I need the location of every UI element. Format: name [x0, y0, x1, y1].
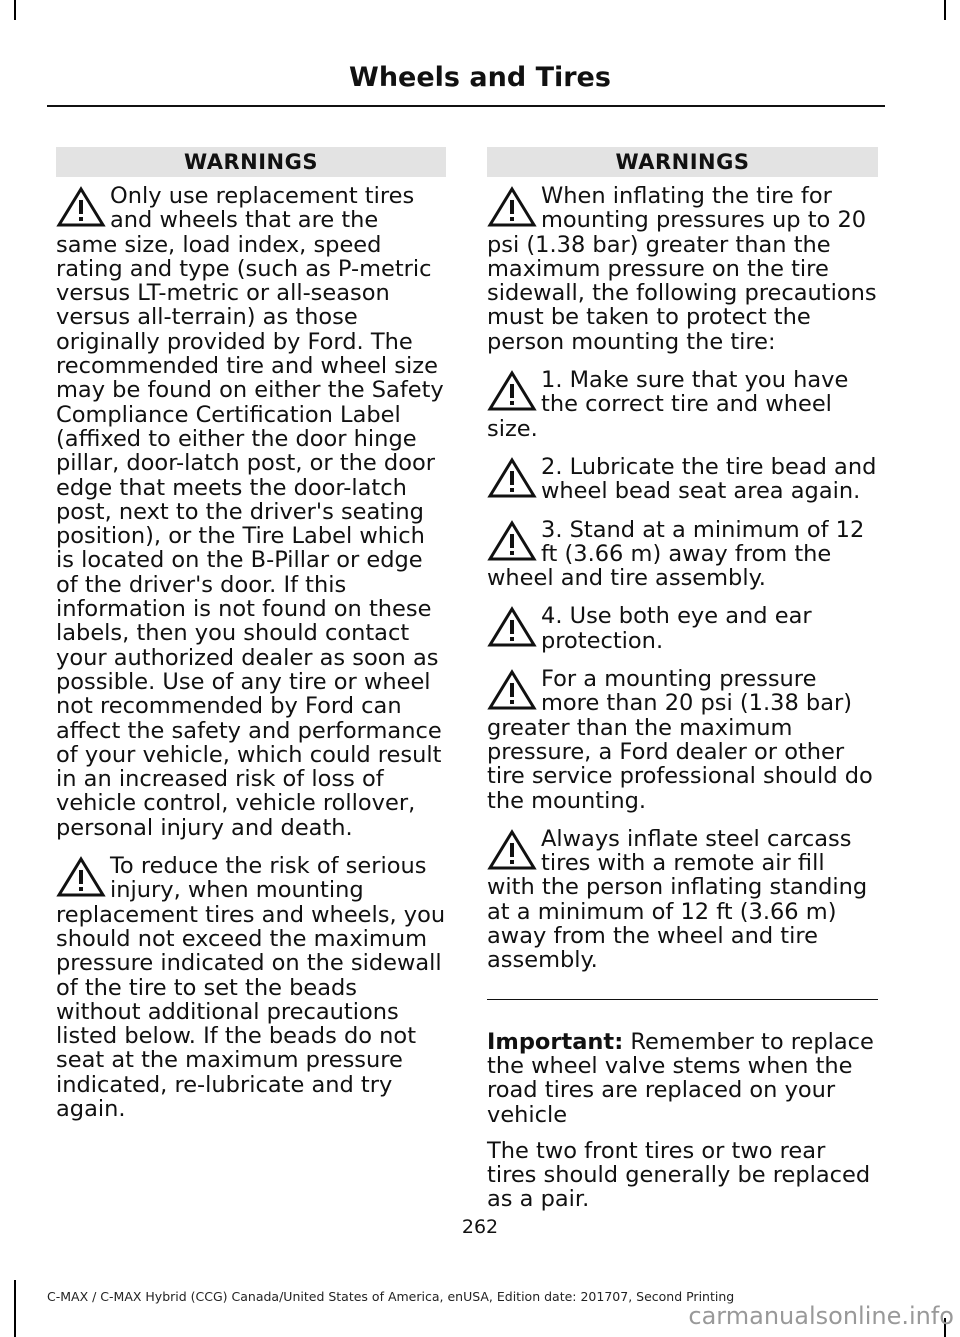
warning-triangle-icon [487, 457, 539, 501]
important-label: Important: [487, 1028, 624, 1055]
warning-text: For a mounting pressure more than 20 psi (1.38 bar) greater than the maximum pressure, a Ford dealer or other tire service professional should do the mounting. [487, 666, 873, 814]
page-number: 262 [461, 1216, 499, 1238]
footer-text: C-MAX / C-MAX Hybrid (CCG) Canada/United States of America, enUSA, Edition date: 201707, Second Printing [47, 1289, 735, 1304]
crop-mark-top-left [14, 0, 16, 20]
warning-item [487, 518, 878, 591]
warning-triangle-icon [487, 370, 539, 414]
warning-text: 1. Make sure that you have the correct tire and wheel size. [487, 367, 849, 442]
warning-text: When inflating the tire for mounting pressures up to 20 psi (1.38 bar) greater than the maximum pressure on the tire sidewall, the following precautions must be taken to protect the person mounting the tire: [487, 183, 877, 355]
watermark: carmanualsonline.info [688, 1302, 954, 1330]
warnings-heading: WARNINGS [56, 147, 446, 177]
crop-mark-top-right [944, 0, 946, 20]
warning-text: 4. Use both eye and ear protection. [541, 603, 812, 654]
warning-item [487, 368, 878, 441]
warning-triangle-icon [487, 669, 539, 713]
left-column [56, 147, 446, 1121]
warning-item [56, 184, 446, 840]
important-note [487, 1030, 878, 1127]
warning-text: To reduce the risk of serious injury, when mounting replacement tires and wheels, you should not exceed the maximum pressure indicated on the sidewall of the tire to set the beads without additional precautions listed below. If the beads do not seat at the maximum pressure indicated, re-lubricate and try again. [56, 853, 446, 1122]
warning-triangle-icon [56, 856, 108, 900]
warning-item [56, 854, 446, 1121]
warning-triangle-icon [487, 606, 539, 650]
warning-triangle-icon [487, 520, 539, 564]
warning-text: 3. Stand at a minimum of 12 ft (3.66 m) away from the wheel and tire assembly. [487, 516, 865, 592]
warning-text: 2. Lubricate the tire bead and wheel bead seat area again. [541, 453, 877, 505]
section-divider [487, 999, 878, 1000]
right-column [487, 147, 878, 1224]
header-divider [47, 105, 885, 107]
warnings-heading: WARNINGS [487, 147, 878, 177]
warning-triangle-icon [487, 829, 539, 873]
warning-item [487, 184, 878, 354]
warning-text: Always inflate steel carcass tires with a remote air fill with the person inflating standing at a minimum of 12 ft (3.66 m) away from the wheel and tire assembly. [487, 825, 868, 974]
warning-item [487, 827, 878, 973]
warning-text: Only use replacement tires and wheels that are the same size, load index, speed rating and type (such as P-metric versus LT-metric or all-season versus all-terrain) as those originally provided by Ford. The recommended tire and wheel size may be found on either the Safety Compliance Certification Label (affixed to either the door hinge pillar, door-latch post, or the door edge that meets the door-latch post, next to the driver's seating position), or the Tire Label which is located on the B-Pillar or edge of the driver's door. If this information is not found on these labels, then you should contact your authorized dealer as soon as possible. Use of any tire or wheel not recommended by Ford can affect the safety and performance of your vehicle, which could result in an increased risk of loss of vehicle control, vehicle rollover, personal injury and death. [56, 183, 444, 841]
page-title: Wheels and Tires [349, 62, 611, 93]
warning-item [487, 455, 878, 504]
crop-mark-bottom-left [14, 1280, 16, 1337]
warning-item [487, 667, 878, 813]
warning-item [487, 604, 878, 653]
warning-triangle-icon [487, 186, 539, 230]
warning-triangle-icon [56, 186, 108, 230]
important-text: Remember to replace the wheel valve stems when the road tires are replaced on your vehicle [487, 1028, 874, 1128]
body-paragraph: The two front tires or two rear tires should generally be replaced as a pair. [487, 1137, 871, 1213]
